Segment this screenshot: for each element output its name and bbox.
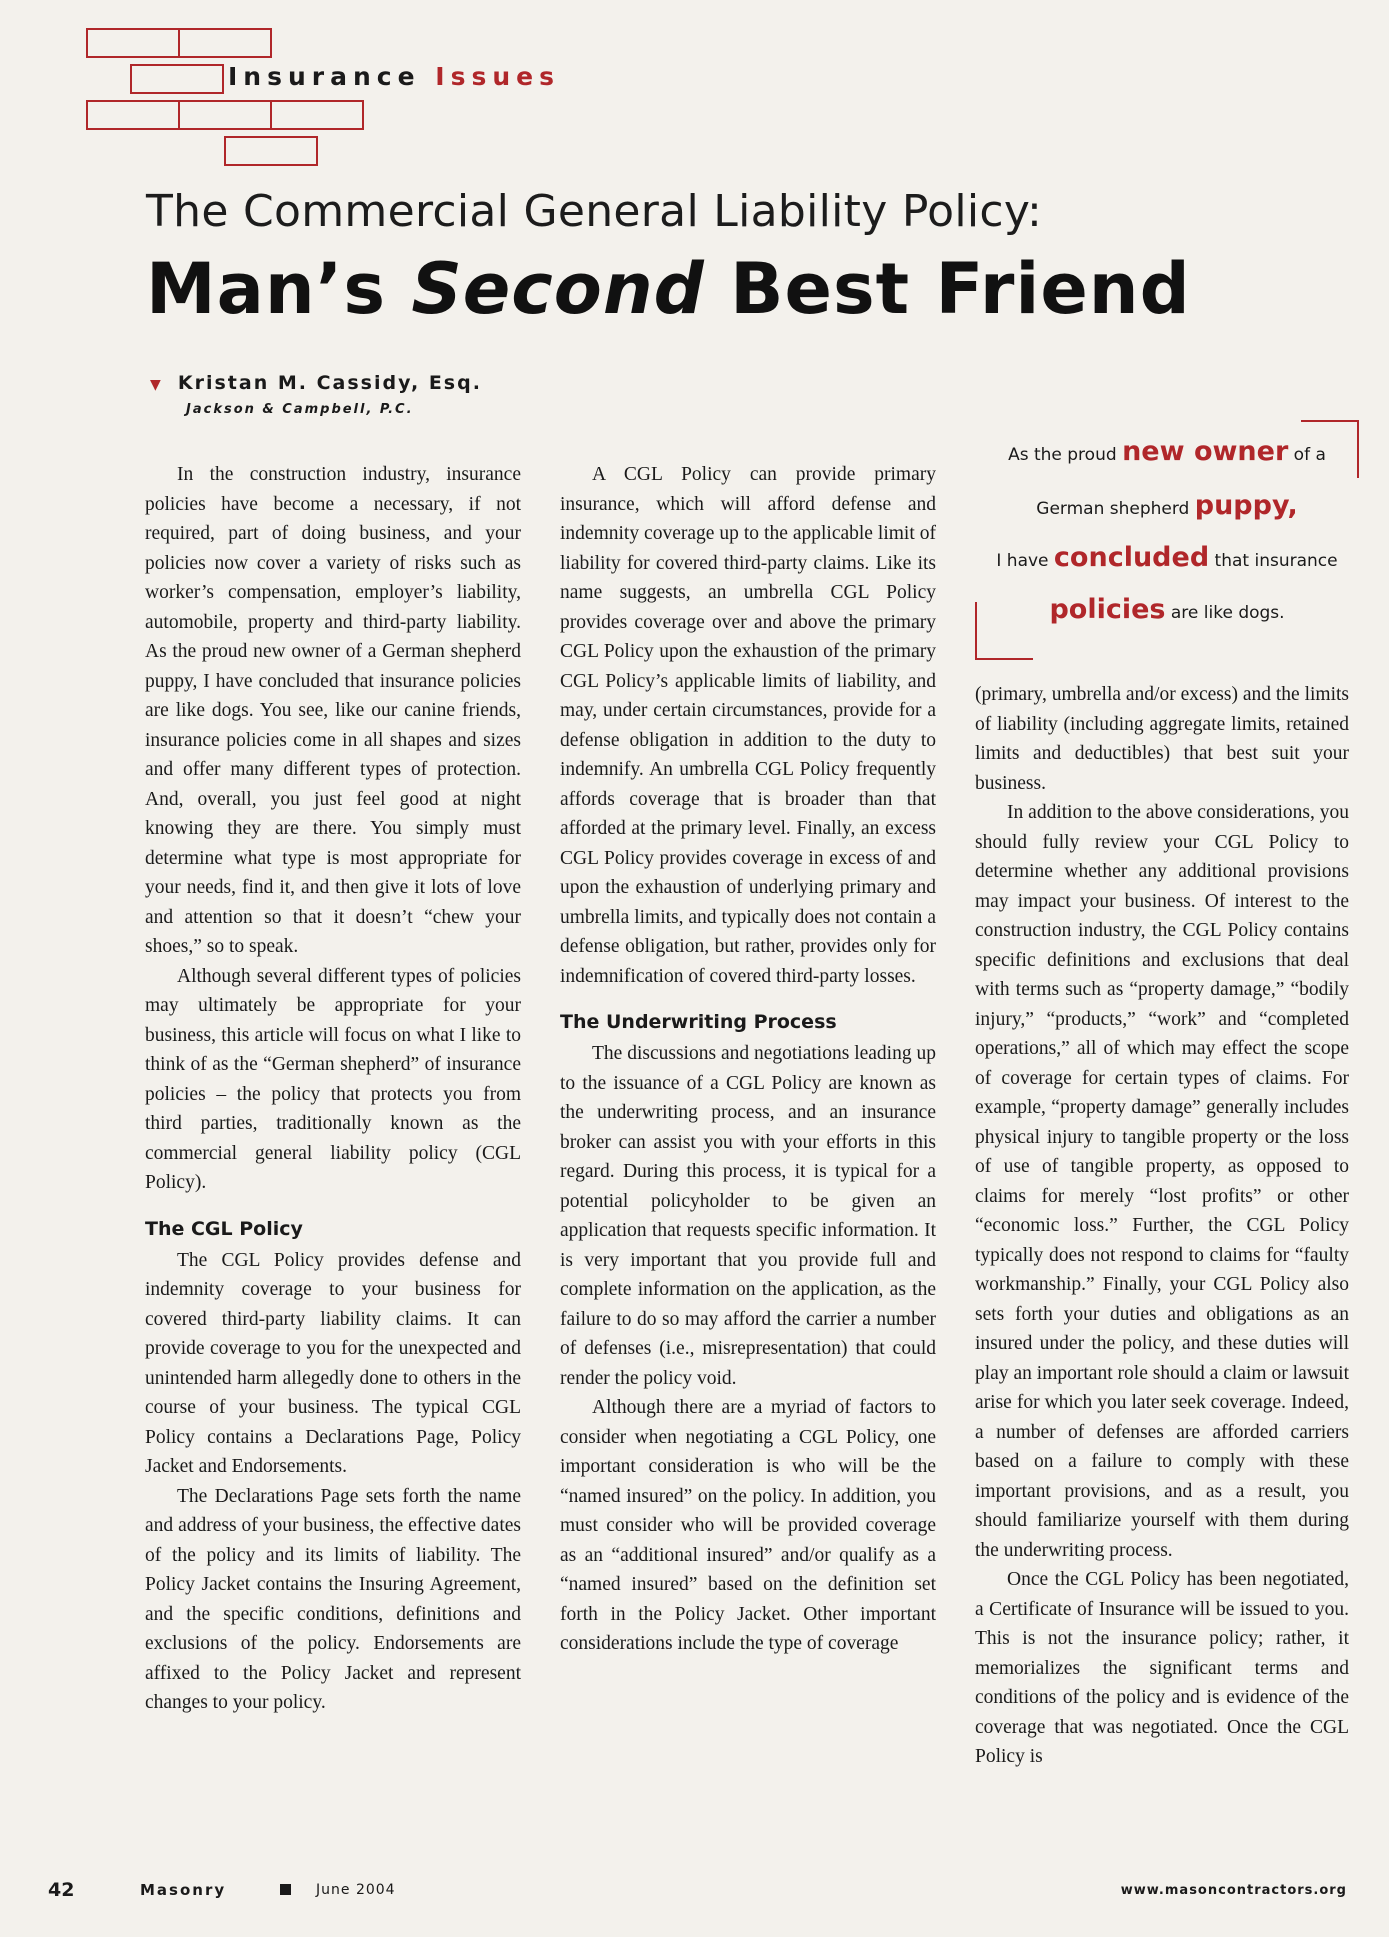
brick-shape <box>86 100 180 130</box>
pull-quote-line <box>975 594 1359 625</box>
paragraph: Although there are a myriad of factors to consider when negotiating a CGL Policy, one important consideration is who will be the “named insured” on the policy. In addition, you must consider who will be provided coverage as an “additional insured” and/or qualify as a “named insured” based on the definition set forth in the Policy Jacket. Other important considerations include the type of coverage <box>560 1397 936 1654</box>
pull-quote-line <box>975 490 1359 521</box>
pq-emphasis: policies <box>1049 594 1166 625</box>
byline <box>150 372 482 417</box>
paragraph: (primary, umbrella and/or excess) and the limits of liability (including aggregate limits, retained limits and deductibles) that best suit your business. <box>975 684 1349 794</box>
pq-text: German shepherd <box>1036 499 1195 519</box>
column-1 <box>145 460 521 1718</box>
section-label <box>228 62 560 91</box>
section-label-insurance: Insurance <box>228 62 421 91</box>
paragraph: Once the CGL Policy has been negotiated, a Certificate of Insurance will be issued to you. This is not the insurance policy; rather, it memorializes the significant terms and conditions of the policy and is evidence of the coverage that was negotiated. Once the CGL Policy is <box>975 1569 1349 1767</box>
pq-text: I have <box>996 551 1054 571</box>
column-3 <box>975 680 1349 1772</box>
brick-shape <box>178 28 272 58</box>
column-2 <box>560 460 936 1659</box>
brick-shape <box>130 64 224 94</box>
paragraph: A CGL Policy can provide primary insurance, which will afford defense and indemnity coverage up to the applicable limit of liability for covered third-party claims. Like its name suggests, an umbrella CGL Policy provides coverage over and above the primary CGL Policy upon the exhaustion of the primary CGL Policy’s applicable limits of liability, and may, under certain circumstances, provide for a defense obligation in addition to the duty to indemnify. An umbrella CGL Policy frequently affords coverage that is broader than that afforded at the primary level. Finally, an excess CGL Policy provides coverage in excess of and upon the exhaustion of underlying primary and umbrella limits, and typically does not contain a defense obligation, but rather, provides only for indemnification of covered third-party losses. <box>560 464 936 987</box>
pq-emphasis: concluded <box>1053 542 1210 573</box>
paragraph: The CGL Policy provides defense and indemnity coverage to your business for covered third-party liability claims. It can provide coverage to you for the unexpected and unintended harm allegedly done to others in the course of your business. The typical CGL Policy contains a Declarations Page, Policy Jacket and Endorsements. <box>145 1249 521 1477</box>
title-part: Man’s <box>146 248 412 330</box>
magazine-name: Masonry <box>140 1881 227 1899</box>
author-name: Kristan M. Cassidy, Esq. <box>177 372 482 394</box>
subheading-cgl-policy: The CGL Policy <box>145 1217 303 1240</box>
pull-quote-line <box>975 436 1359 467</box>
article-title-line1: The Commercial General Liability Policy: <box>146 186 1043 237</box>
square-bullet-icon <box>280 1884 291 1895</box>
title-part: Best Friend <box>704 248 1191 330</box>
pull-quote-border <box>1301 420 1359 422</box>
author-firm: Jackson & Campbell, P.C. <box>186 402 414 417</box>
brick-shape <box>178 100 272 130</box>
paragraph: In addition to the above considerations, you should fully review your CGL Policy to determine whether any additional provisions may impact your business. Of interest to the construction industry, the CGL Policy contains specific definitions and exclusions that deal with terms such as “property damage,” “bodily injury,” “products,” “work” and “completed operations,” all of which may effect the scope of coverage for certain types of claims. For example, “property damage” generally includes physical injury to tangible property or the loss of use of tangible property, as opposed to claims for merely “lost profits” or other “economic loss.” Further, the CGL Policy typically does not respond to claims for “faulty workmanship.” Finally, your CGL Policy also sets forth your duties and obligations as an insured under the policy, and these duties will play an important role should a claim or lawsuit arise for which you later seek coverage. Indeed, a number of defenses are afforded carriers based on a failure to comply with these important provisions, and as a result, you should familiarize yourself with them during the underwriting process. <box>975 802 1349 1561</box>
paragraph: Although several different types of policies may ultimately be appropriate for your business, this article will focus on what I like to think of as the “German shepherd” of insurance policies – the policy that protects you from third parties, traditionally known as the commercial general liability policy (CGL Policy). <box>145 965 521 1193</box>
pq-text: of a <box>1288 445 1326 465</box>
pq-text: As the proud <box>1008 445 1123 465</box>
brick-shape <box>270 100 364 130</box>
brick-shape <box>86 28 180 58</box>
title-part-italic: Second <box>411 248 705 330</box>
pq-emphasis: new owner <box>1122 436 1289 467</box>
article-title-line2 <box>146 248 1191 330</box>
website-url: www.masoncontractors.org <box>1120 1883 1347 1898</box>
issue-date: June 2004 <box>316 1882 396 1898</box>
page-number: 42 <box>48 1879 75 1901</box>
pq-text: that insurance <box>1209 551 1338 571</box>
paragraph: In the construction industry, insurance policies have become a necessary, if not required, part of doing business, and your policies now cover a variety of risks such as worker’s compensation, employer’s liability, automobile, property and third-party liability. As the proud new owner of a German shepherd puppy, I have concluded that insurance policies are like dogs. You see, like our canine friends, insurance policies come in all shapes and sizes and offer many different types of protection. And, overall, you just feel good at night knowing they are there. You simply must determine what type is most appropriate for your needs, find it, and then give it lots of love and attention so that it doesn’t “chew your shoes,” so to speak. <box>145 464 521 957</box>
pq-text: are like dogs. <box>1165 603 1285 623</box>
paragraph: The Declarations Page sets forth the name and address of your business, the effective dates of the policy and its limits of liability. The Policy Jacket contains the Insuring Agreement, and the specific conditions, definitions and exclusions of the policy. Endorsements are affixed to the Policy Jacket and represent changes to your policy. <box>145 1485 521 1713</box>
pull-quote-border <box>975 658 1033 660</box>
subheading-underwriting-process: The Underwriting Process <box>560 1011 837 1033</box>
paragraph: The discussions and negotiations leading up to the issuance of a CGL Policy are known as the underwriting process, and an insurance broker can assist you with your efforts in this regard. During this process, it is typical for a potential policyholder to be given an application that requests specific information. It is very important that you provide full and complete information on the application, as the failure to do so may afford the carrier a number of defenses (i.e., misrepresentation) that could render the policy void. <box>560 1043 936 1389</box>
pull-quote <box>975 420 1359 660</box>
brick-shape <box>224 136 318 166</box>
section-label-issues: Issues <box>435 62 560 91</box>
pq-emphasis: puppy, <box>1194 490 1298 521</box>
triangle-down-icon: ▼ <box>150 377 161 393</box>
pull-quote-line <box>975 542 1359 573</box>
